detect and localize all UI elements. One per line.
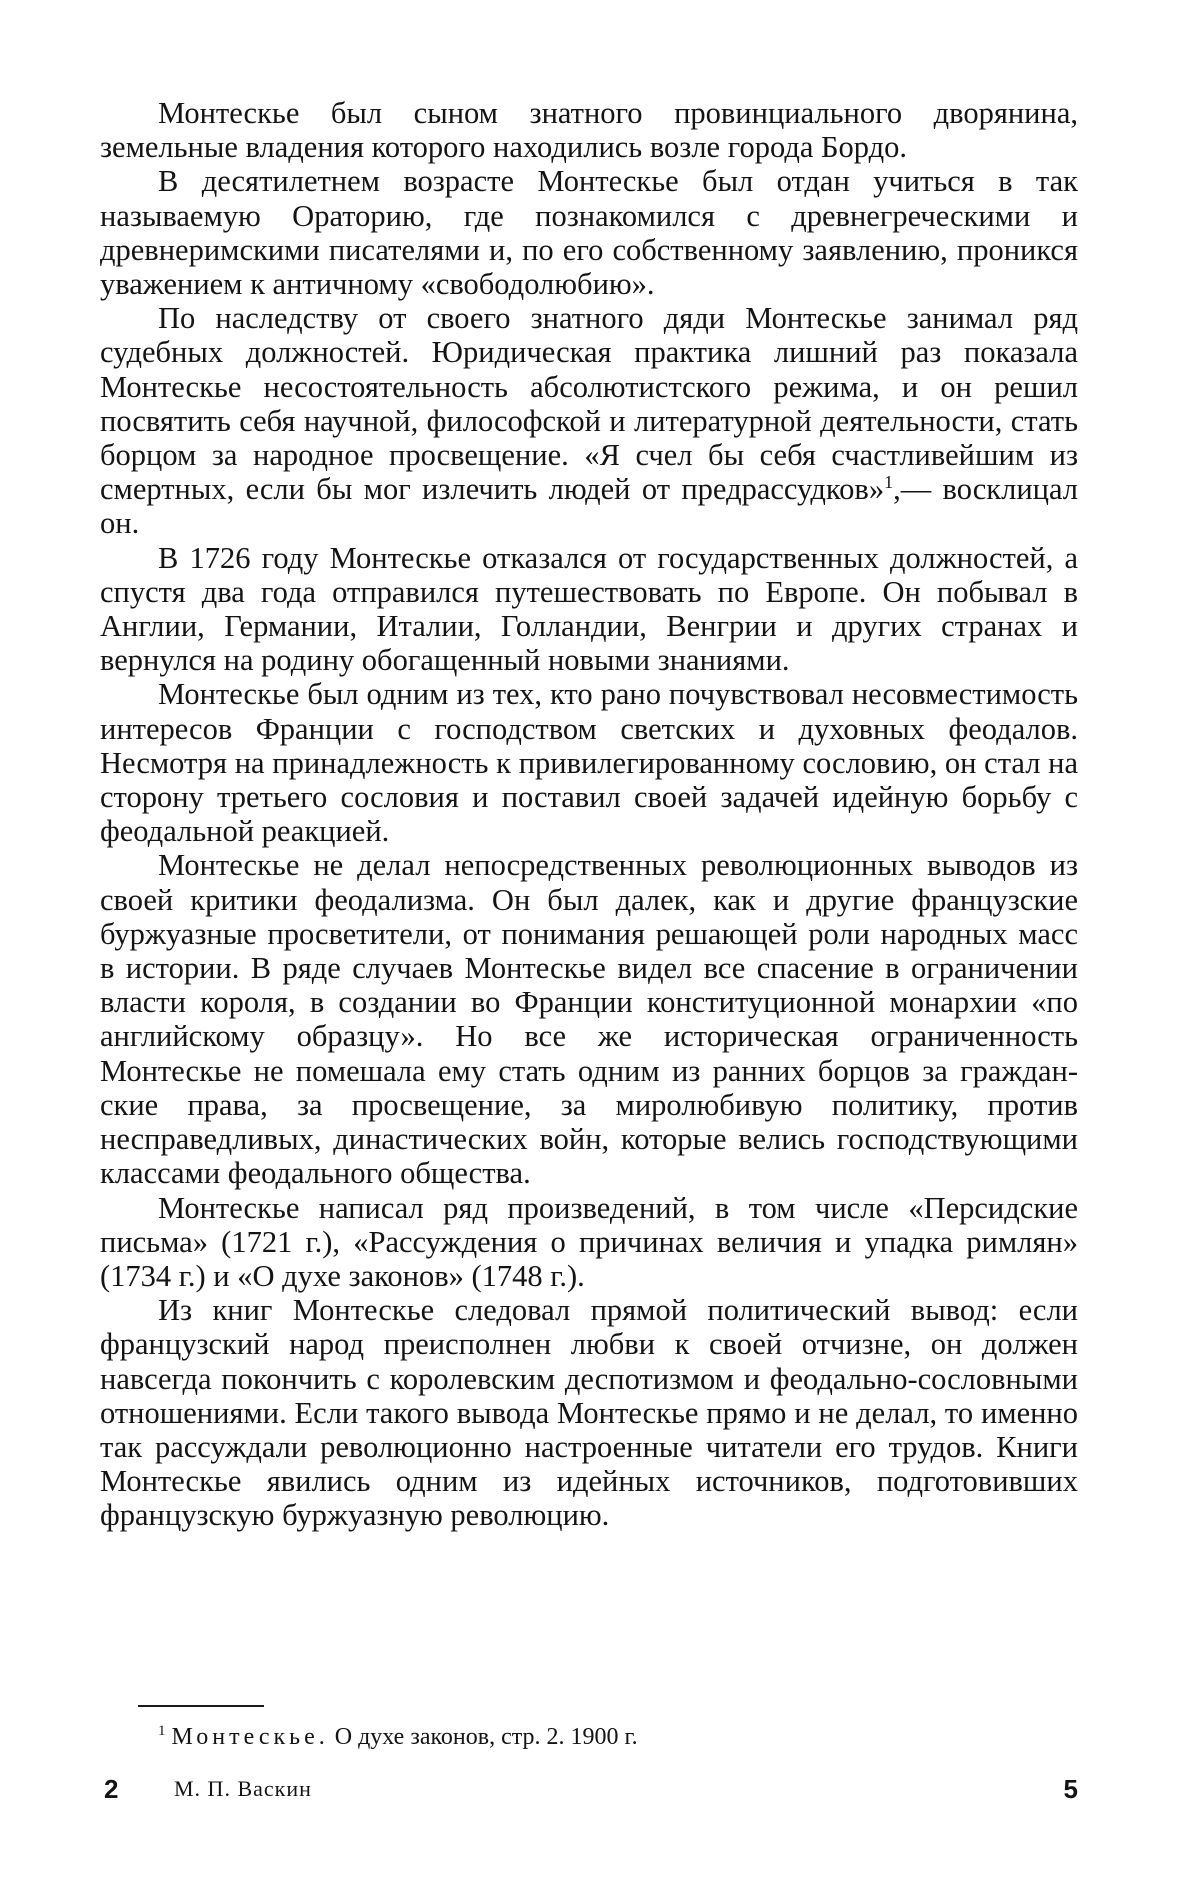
paragraph-1: Монтескье был сыном знатного провинциального дворянина, земельные владения которого находились возле города Бордо. — [100, 96, 1078, 165]
footnote-text: О духе законов, стр. 2. 1900 г. — [334, 1724, 638, 1750]
signature-number: 2 — [104, 1774, 119, 1804]
paragraph-4: В 1726 году Монтескье отказался от государственных должностей, а спустя два года отправился путешествовать по Европе. Он побывал в Англии, Германии, Италии, Голландии, Венгрии и других странах и вернулся на родину обогащенный новыми знаниями. — [100, 540, 1078, 678]
paragraph-8: Из книг Монтескье следовал прямой политический вывод: если французский народ преисполнен любви к своей отчизне, он должен навсегда покончить с королевским деспотизмом и феодально-сословными отношениями. Если такого вывода Монтескье прямо и не делал, то именно так рассуждали революционно настроенные читатели его трудов. Книги Монтескье явились одним из идейных источников, подготовивших французскую буржуазную революцию. — [100, 1293, 1078, 1533]
paragraph-2: В десятилетнем возрасте Монтескье был отдан учиться в так называемую Ораторию, где познакомился с древнегреческими и древнеримскими писателями и, по его собственному заявлению, проникся уважением к античному «свободолюбию». — [100, 164, 1078, 302]
footnote-reference: 1 — [884, 472, 894, 493]
footnote-divider — [138, 1705, 264, 1707]
footnote — [158, 1716, 1058, 1752]
signature-author: М. П. Васкин — [174, 1776, 312, 1801]
page-footer — [104, 1774, 1078, 1808]
footnote-author: Монтескье. — [171, 1724, 329, 1750]
page-number: 5 — [1063, 1774, 1078, 1804]
footnote-mark: 1 — [158, 1723, 166, 1739]
paragraph-6: Монтескье не делал непосредственных революционных выводов из своей критики феодализма. Он был далек, как и другие французские буржуазные просветители, от понимания решающей роли народных масс в истории. В ряде случаев Монтескье видел все спасение в ограничении власти короля, в создании во Франции конституционной монархии «по английскому образцу». Но все же историческая ограниченность Монтескье не помешала ему стать одним из ранних борцов за гражданские права, за просвещение, за миролюбивую политику, против несправедливых, династических войн, которые велись господствующими классами феодального общества. — [100, 848, 1078, 1191]
paragraph-5: Монтескье был одним из тех, кто рано почувствовал несовместимость интересов Франции с господством светских и духовных феодалов. Несмотря на принадлежность к привилегированному сословию, он стал на сторону третьего сословия и поставил своей задачей идейную борьбу с феодальной реакцией. — [100, 677, 1078, 849]
paragraph-3-tail: ,— восклицал он. — [100, 472, 1078, 541]
page-body — [100, 96, 1078, 1533]
paragraph-3-text: По наследству от своего знатного дяди Монтескье занимал ряд судебных должностей. Юридическая практика лишний раз показала Монтескье несостоятельность абсолютистского режима, и он решил посвятить себя научной, философской и литературной деятельности, стать борцом за народное просвещение. «Я счел бы себя счастливейшим из смертных, если бы мог излечить людей от предрассудков» — [100, 301, 1078, 507]
paragraph-3 — [100, 301, 1078, 540]
paragraph-7: Монтескье написал ряд произведений, в том числе «Персидские письма» (1721 г.), «Рассуждения о причинах величия и упадка римлян» (1734 г.) и «О духе законов» (1748 г.). — [100, 1190, 1078, 1293]
